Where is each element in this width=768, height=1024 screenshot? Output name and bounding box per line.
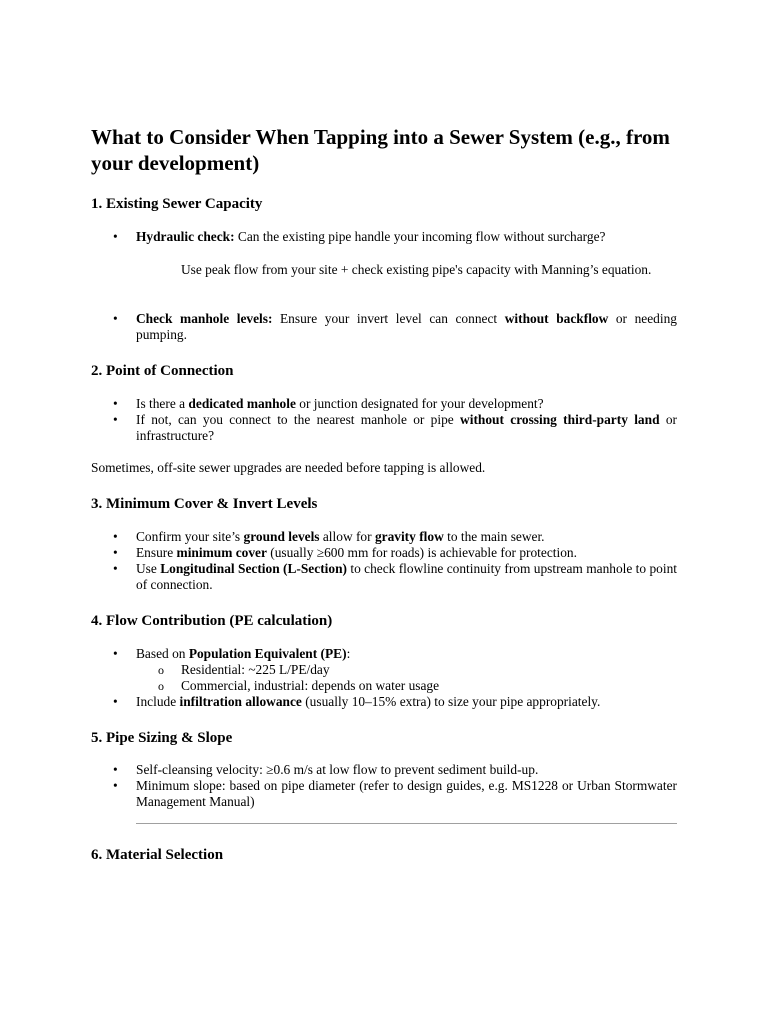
list-item-text: Ensure [136,545,177,560]
section-heading-1: 1. Existing Sewer Capacity [91,196,263,212]
bold-label: Check manhole levels: [136,311,273,326]
indented-note: Use peak flow from your site + check existing pipe's capacity with Manning’s equation. [181,262,652,277]
horizontal-divider [136,823,677,824]
list-item [91,694,677,710]
bold-text: Population Equivalent (PE) [188,646,347,661]
bold-text: minimum cover [176,545,267,560]
list-item-text: Based on [136,646,189,661]
list-item-text: (usually ≥600 mm for roads) is achievable for protection. [266,545,577,560]
paragraph: Sometimes, off-site sewer upgrades are needed before tapping is allowed. [91,460,486,475]
bold-label: Hydraulic check: [136,229,235,244]
list-item [91,311,677,343]
section-heading-6: 6. Material Selection [91,847,224,863]
section-3-list [91,529,677,593]
list-item-text: : [346,646,351,661]
section-heading-4: 4. Flow Contribution (PE calculation) [91,613,333,629]
list-item-text: Use [136,561,161,576]
bold-text: dedicated manhole [188,396,296,411]
list-item-text: Can the existing pipe handle your incoming flow without surcharge? [234,229,606,244]
bold-text: infiltration allowance [179,694,302,709]
section-5-list [91,762,677,810]
list-item-text: or junction designated for your development? [295,396,544,411]
section-heading-2: 2. Point of Connection [91,363,234,379]
list-item-text: Is there a [136,396,189,411]
section-heading-3: 3. Minimum Cover & Invert Levels [91,496,318,512]
section-2-list [91,396,677,444]
page-title: What to Consider When Tapping into a Sewer System (e.g., from your development) [91,125,670,175]
bold-text: ground levels [243,529,320,544]
list-item [91,646,677,694]
list-item-text: to the main sewer. [443,529,545,544]
section-1-list [91,229,677,245]
list-item [91,561,677,593]
bold-text: Longitudinal Section (L-Section) [160,561,347,576]
section-heading-5: 5. Pipe Sizing & Slope [91,730,233,746]
list-item-text: Confirm your site’s [136,529,244,544]
list-item [91,229,677,245]
list-item-text: or infrastructure? [136,412,677,443]
bold-text: without crossing third-party land [460,412,660,427]
bold-text: gravity flow [374,529,444,544]
list-item-text: If not, can you connect to the nearest manhole or pipe [136,412,461,427]
section-1-list-2 [91,311,677,343]
sub-list-item: o Residential: ~225 L/PE/day [136,662,677,678]
list-item-text: Include [136,694,180,709]
list-item-text: or needing pumping. [136,311,677,342]
list-item-text: (usually 10–15% extra) to size your pipe appropriately. [301,694,601,709]
list-item-text: to check flowline continuity from upstream manhole to point of connection. [136,561,677,592]
list-item [91,529,677,545]
list-item-text: allow for [319,529,375,544]
bold-text: without backflow [504,311,609,326]
list-item [91,545,677,561]
section-4-list [91,646,677,710]
list-item [91,396,677,412]
list-item [91,412,677,444]
sub-list [136,662,677,694]
sub-list-item: o Commercial, industrial: depends on water usage [136,678,677,694]
list-item: • Self-cleansing velocity: ≥0.6 m/s at low flow to prevent sediment build-up. [91,762,677,778]
list-item-text: Ensure your invert level can connect [272,311,505,326]
list-item: • Minimum slope: based on pipe diameter (refer to design guides, e.g. MS1228 or Urban Stormwater Management Manual) [91,778,677,810]
